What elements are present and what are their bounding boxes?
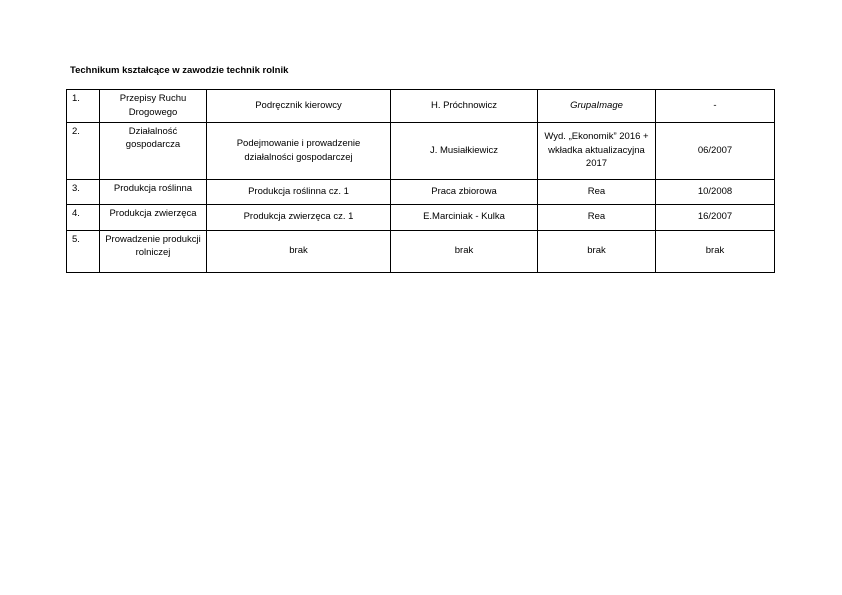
table-row [67, 204, 775, 230]
publisher-cell: brak [538, 230, 656, 272]
publisher-cell: Rea [538, 179, 656, 204]
table-row [67, 122, 775, 179]
author-cell: E.Marciniak - Kulka [391, 204, 538, 230]
subject-cell: Prowadzenie produkcji rolniczej [100, 230, 207, 272]
textbook-title-cell: Podejmowanie i prowadzenie działalności gospodarczej [207, 122, 391, 179]
date-cell: - [656, 90, 775, 123]
textbook-title-cell: Produkcja roślinna cz. 1 [207, 179, 391, 204]
author-cell: brak [391, 230, 538, 272]
table-row [67, 90, 775, 123]
row-number: 4. [67, 204, 100, 230]
subject-cell: Produkcja zwierzęca [100, 204, 207, 230]
subject-cell: Produkcja roślinna [100, 179, 207, 204]
publisher-cell: Wyd. „Ekonomik” 2016 + wkładka aktualizacyjna 2017 [538, 122, 656, 179]
date-cell: 10/2008 [656, 179, 775, 204]
row-number: 5. [67, 230, 100, 272]
author-cell: J. Musiałkiewicz [391, 122, 538, 179]
row-number: 3. [67, 179, 100, 204]
author-cell: Praca zbiorowa [391, 179, 538, 204]
author-cell: H. Próchnowicz [391, 90, 538, 123]
subject-cell: Przepisy Ruchu Drogowego [100, 90, 207, 123]
textbook-title-cell: Podręcznik kierowcy [207, 90, 391, 123]
row-number: 2. [67, 122, 100, 179]
textbook-table [66, 89, 775, 273]
date-cell: brak [656, 230, 775, 272]
publisher-cell: Rea [538, 204, 656, 230]
document-heading: Technikum kształcące w zawodzie technik rolnik [70, 65, 289, 76]
textbook-title-cell: brak [207, 230, 391, 272]
row-number: 1. [67, 90, 100, 123]
publisher-cell: GrupaImage [538, 90, 656, 123]
date-cell: 06/2007 [656, 122, 775, 179]
table-row [67, 179, 775, 204]
date-cell: 16/2007 [656, 204, 775, 230]
table-row [67, 230, 775, 272]
textbook-title-cell: Produkcja zwierzęca cz. 1 [207, 204, 391, 230]
subject-cell: Działalność gospodarcza [100, 122, 207, 179]
